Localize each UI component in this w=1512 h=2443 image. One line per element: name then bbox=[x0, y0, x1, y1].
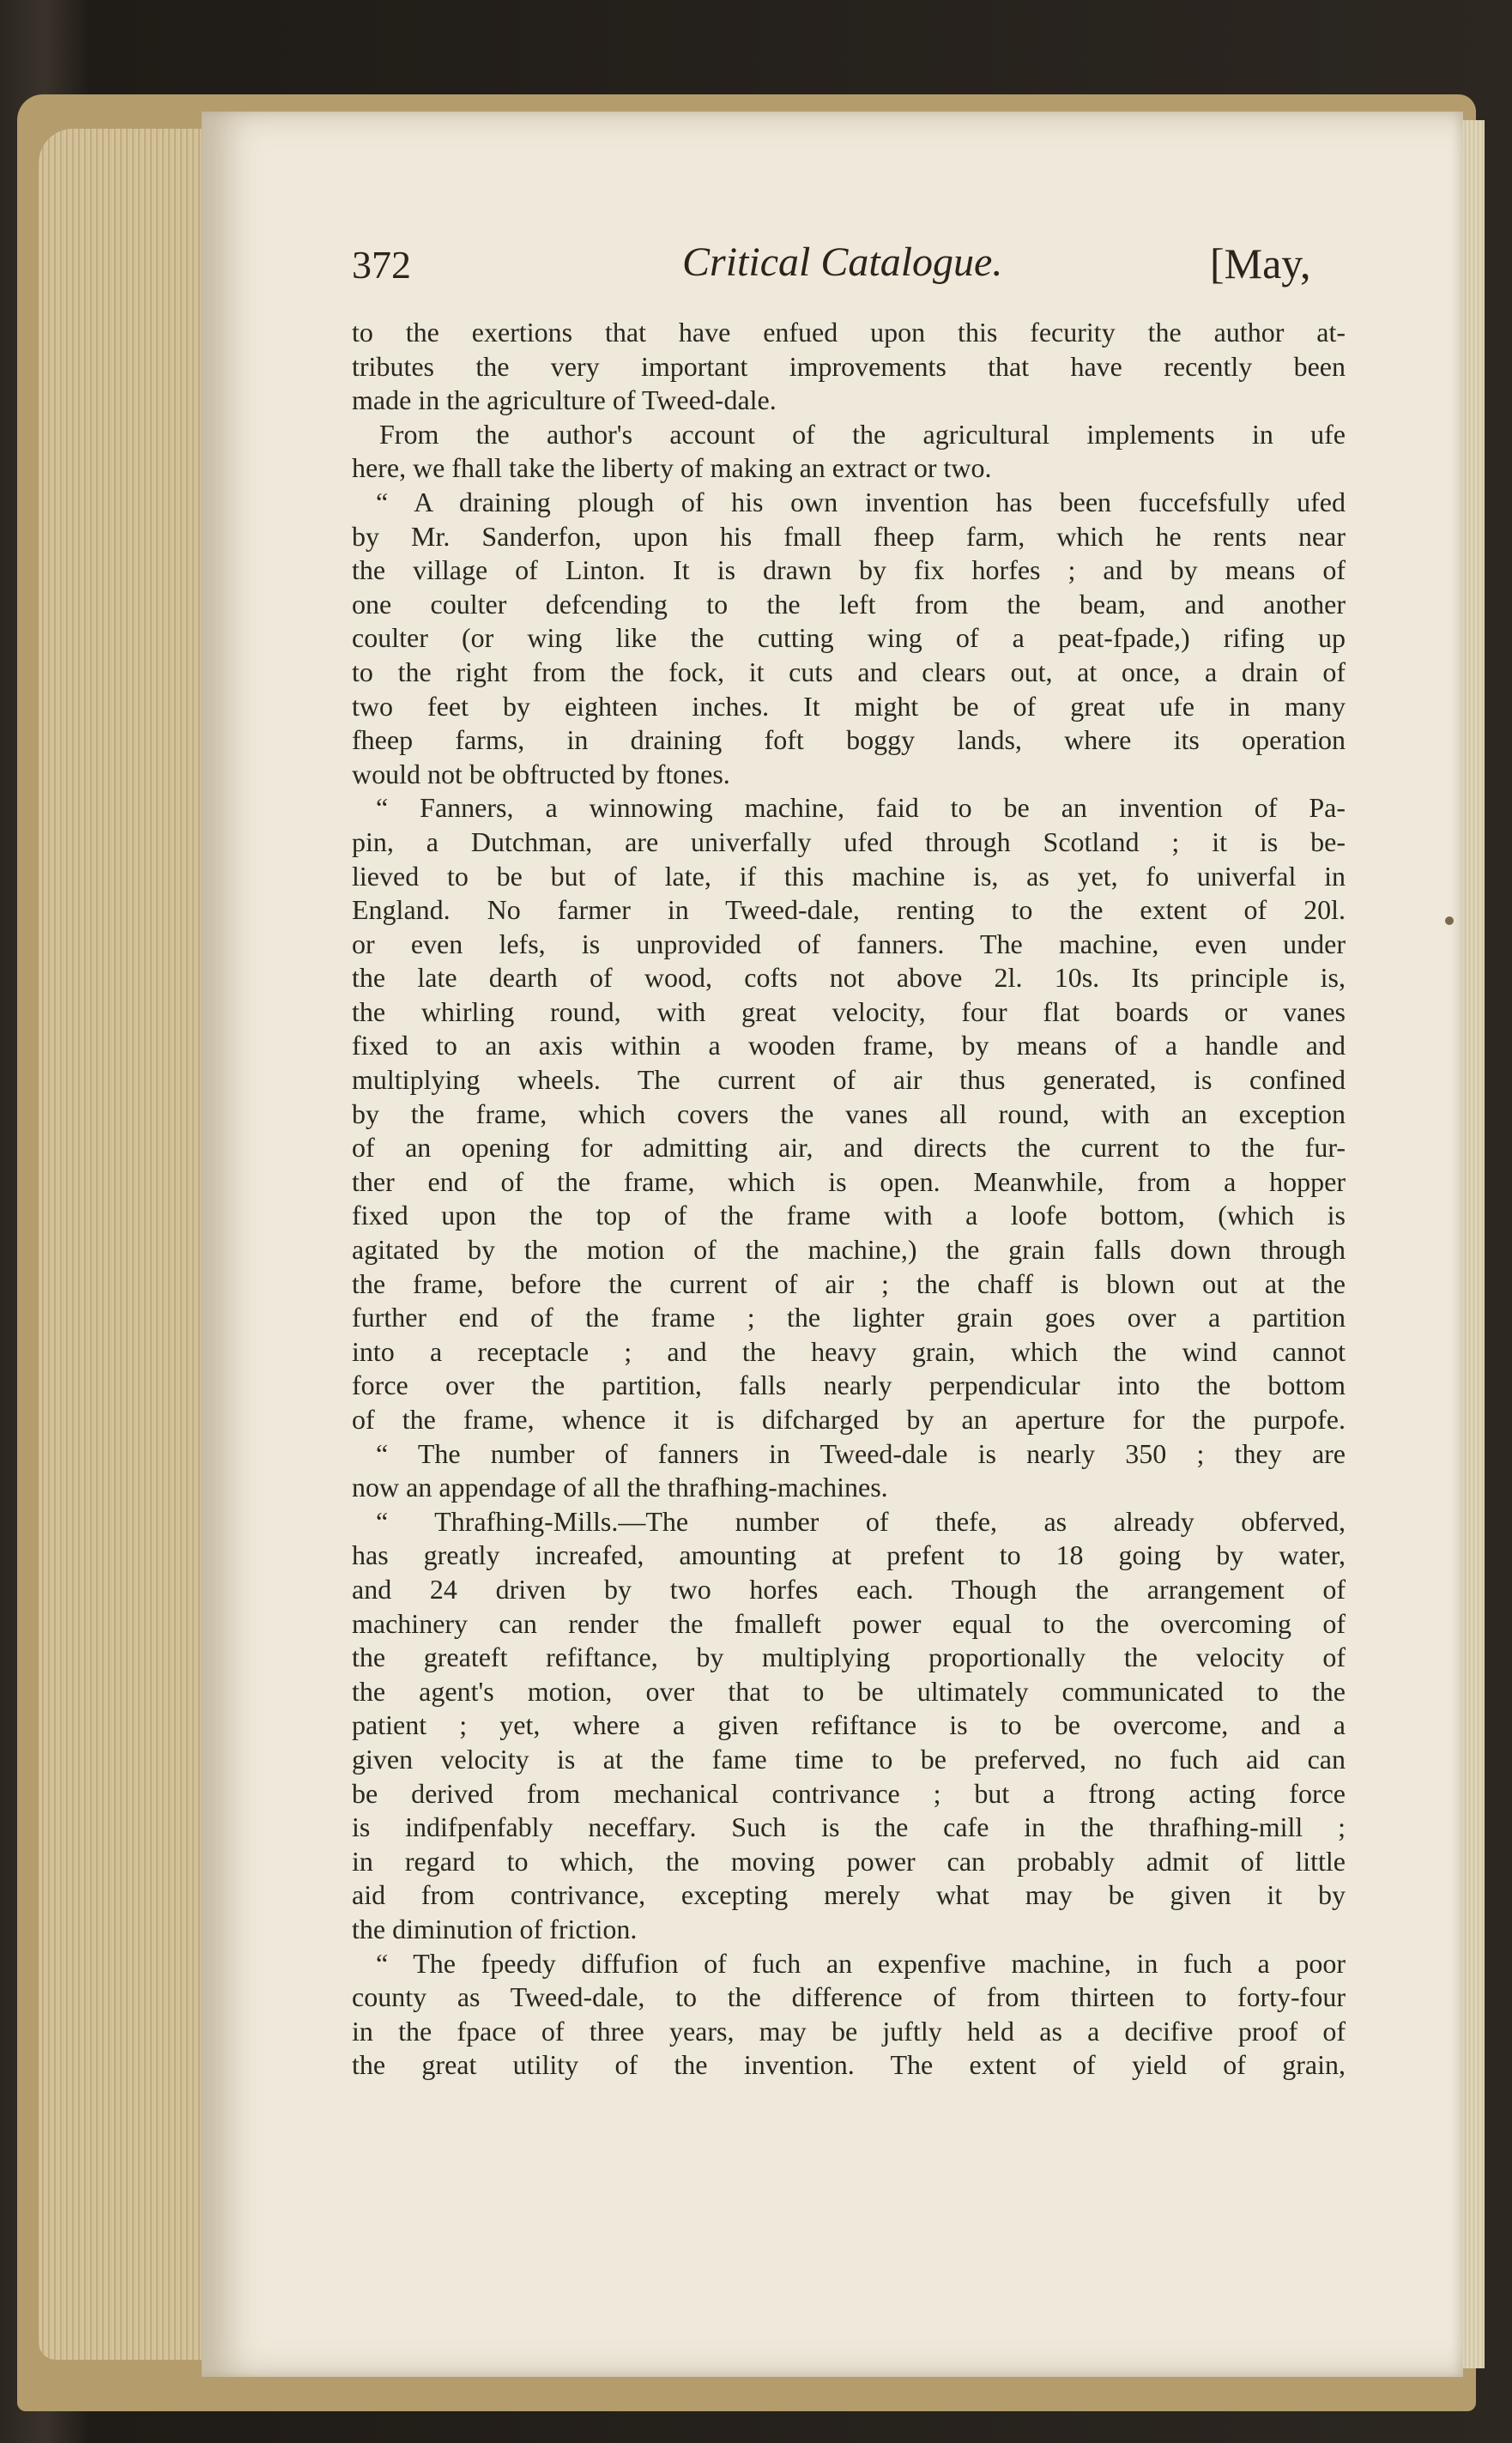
text-line: the greateft refiftance, by multiplying proportionally the velocity of bbox=[352, 1642, 1346, 1673]
text-line: fixed to an axis within a wooden frame, by means of a handle and bbox=[352, 1030, 1346, 1061]
text-line: tributes the very important improvements that have recently been bbox=[352, 350, 1346, 382]
text-line: is indifpenfably neceffary. Such is the cafe in the thrafhing-mill ; bbox=[352, 1811, 1346, 1843]
text-line: two feet by eighteen inches. It might be of great ufe in many bbox=[352, 690, 1346, 722]
text-line: “ The fpeedy diffufion of fuch an expenfive machine, in fuch a poor bbox=[376, 1947, 1346, 1979]
text-line: force over the partition, falls nearly perpendicular into the bottom bbox=[352, 1370, 1346, 1401]
text-line: one coulter defcending to the left from the beam, and another bbox=[352, 588, 1346, 620]
text-line: England. No farmer in Tweed-dale, renting to the extent of 20l. bbox=[352, 894, 1346, 926]
text-line: aid from contrivance, excepting merely what may be given it by bbox=[352, 1879, 1346, 1911]
text-line: and 24 driven by two horfes each. Though the arrangement of bbox=[352, 1573, 1346, 1605]
text-line: coulter (or wing like the cutting wing of a peat-fpade,) rifing up bbox=[352, 622, 1346, 654]
text-line: by Mr. Sanderfon, upon his fmall fheep farm, which he rents near bbox=[352, 520, 1346, 552]
text-line: agitated by the motion of the machine,) the grain falls down through bbox=[352, 1234, 1346, 1266]
text-line: “ A draining plough of his own invention has been fuccefsfully ufed bbox=[376, 486, 1346, 517]
text-line: given velocity is at the fame time to be preferved, no fuch aid can bbox=[352, 1743, 1346, 1775]
ink-spot bbox=[1445, 916, 1454, 925]
text-line: patient ; yet, where a given refiftance is to be overcome, and a bbox=[352, 1709, 1346, 1741]
text-line: here, we fhall take the liberty of making an extract or two. bbox=[352, 452, 992, 484]
text-line: “ The number of fanners in Tweed-dale is nearly 350 ; they are bbox=[376, 1437, 1346, 1469]
text-line: has greatly increafed, amounting at prefent to 18 going by water, bbox=[352, 1539, 1346, 1571]
text-line: county as Tweed-dale, to the difference of from thirteen to forty-four bbox=[352, 1981, 1346, 2013]
text-line: From the author's account of the agricultural implements in ufe bbox=[379, 418, 1346, 450]
text-line: pin, a Dutchman, are univerfally ufed through Scotland ; it is be- bbox=[352, 825, 1346, 857]
text-line: the frame, before the current of air ; the chaff is blown out at the bbox=[352, 1267, 1346, 1299]
text-line: would not be obftructed by ftones. bbox=[352, 758, 730, 789]
page-header bbox=[352, 230, 1347, 299]
text-line: now an appendage of all the thrafhing-machines. bbox=[352, 1472, 888, 1503]
text-line: the agent's motion, over that to be ultimately communicated to the bbox=[352, 1675, 1346, 1707]
text-line: in the fpace of three years, may be juftly held as a decifive proof of bbox=[352, 2015, 1346, 2047]
text-line: to the right from the fock, it cuts and clears out, at once, a drain of bbox=[352, 656, 1346, 687]
page-edges-left bbox=[39, 129, 210, 2360]
text-line: fheep farms, in draining foft boggy lands, where its operation bbox=[352, 724, 1346, 756]
text-line: to the exertions that have enfued upon this fecurity the author at- bbox=[352, 317, 1346, 348]
text-line: into a receptacle ; and the heavy grain, which the wind cannot bbox=[352, 1335, 1346, 1367]
text-line: the late dearth of wood, cofts not above 2l. 10s. Its principle is, bbox=[352, 962, 1346, 994]
text-line: multiplying wheels. The current of air thus generated, is confined bbox=[352, 1064, 1346, 1096]
text-line: the village of Linton. It is drawn by fix horfes ; and by means of bbox=[352, 554, 1346, 586]
text-line: in regard to which, the moving power can probably admit of little bbox=[352, 1845, 1346, 1877]
text-line: fixed upon the top of the frame with a loofe bottom, (which is bbox=[352, 1200, 1346, 1231]
body-text bbox=[352, 316, 1346, 2083]
text-line: the diminution of friction. bbox=[352, 1913, 638, 1944]
running-date: [May, bbox=[1210, 239, 1311, 287]
text-line: machinery can render the fmalleft power equal to the overcoming of bbox=[352, 1607, 1346, 1639]
text-line: or even lefs, is unprovided of fanners. The machine, even under bbox=[352, 928, 1346, 959]
text-line: made in the agriculture of Tweed-dale. bbox=[352, 384, 777, 416]
text-line: of an opening for admitting air, and directs the current to the fur- bbox=[352, 1132, 1346, 1164]
page-number: 372 bbox=[352, 243, 411, 287]
text-line: by the frame, which covers the vanes all round, with an exception bbox=[352, 1098, 1346, 1129]
text-line: be derived from mechanical contrivance ; but a ftrong acting force bbox=[352, 1777, 1346, 1809]
text-line: “ Thrafhing-Mills.—The number of thefe, as already obferved, bbox=[376, 1505, 1346, 1537]
text-line: lieved to be but of late, if this machine is, as yet, fo univerfal in bbox=[352, 860, 1346, 892]
text-line: “ Fanners, a winnowing machine, faid to be an invention of Pa- bbox=[376, 792, 1346, 824]
text-line: the great utility of the invention. The extent of yield of grain, bbox=[352, 2049, 1346, 2081]
text-line: further end of the frame ; the lighter grain goes over a partition bbox=[352, 1302, 1346, 1333]
text-line: ther end of the frame, which is open. Meanwhile, from a hopper bbox=[352, 1165, 1346, 1197]
text-line: the whirling round, with great velocity, four flat boards or vanes bbox=[352, 995, 1346, 1027]
running-title: Critical Catalogue. bbox=[682, 239, 1003, 285]
text-line: of the frame, whence it is difcharged by an aperture for the purpofe. bbox=[352, 1404, 1346, 1435]
